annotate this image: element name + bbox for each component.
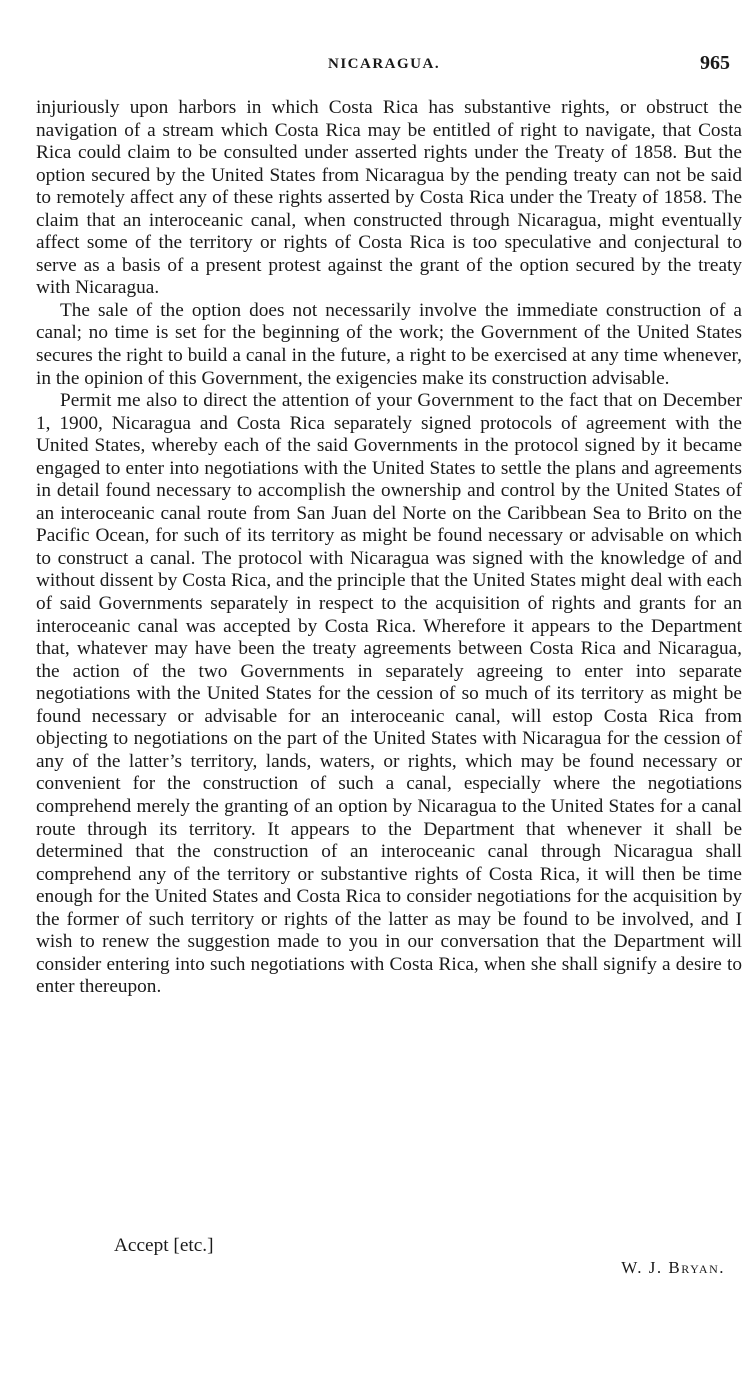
signature: W. J. Bryan. bbox=[621, 1258, 725, 1277]
complimentary-close: Accept [etc.] bbox=[114, 1235, 214, 1256]
body-text bbox=[36, 97, 742, 999]
paragraph-protocols: Permit me also to direct the attention of your Government to the fact that on December 1, 1900, Nicaragua and Costa Rica separately signed protocols of agreement with the United States, whereby each of the said Governments in the protocol signed by it became engaged to enter into negotiations with the United States to settle the plans and agreements in detail found necessary to accomplish the ownership and control by the United States of an interoceanic canal route from San Juan del Norte on the Caribbean Sea to Brito on the Pacific Ocean, for such of its territory as might be found necessary or advisable on which to construct a canal. The protocol with Nicaragua was signed with the knowledge of and without dissent by Costa Rica, and the principle that the United States might deal with each of said Governments separately in respect to the acquisition of rights and grants for an interoceanic canal was accepted by Costa Rica. Wherefore it appears to the Department that, whatever may have been the treaty agreements between Costa Rica and Nicaragua, the action of the two Governments in separately agreeing to enter into separate negotiations with the United States for the cession of so much of its territory as might be found necessary or advisable for an interoceanic canal, will estop Costa Rica from objecting to negotiations on the part of the United States with Nicaragua for the cession of any of the latter’s territory, lands, waters, or rights, which may be found necessary or convenient for the construction of such a canal, especially where the negotiations comprehend merely the granting of an option by Nicaragua to the United States for a canal route through its territory. It appears to the Department that whenever it shall be determined that the construction of an interoceanic canal through Nicaragua shall comprehend any of the territory or substantive rights of Costa Rica, it will then be time enough for the United States and Costa Rica to consider negotiations for the acquisition by the former of such territory or rights of the latter as may be found to be involved, and I wish to renew the suggestion made to you in our conversation that the Department will consider entering into such negotiations with Costa Rica, when she shall signify a desire to enter thereupon. bbox=[36, 390, 742, 998]
running-title: NICARAGUA. bbox=[328, 56, 441, 72]
page-number: 965 bbox=[700, 52, 730, 74]
running-head bbox=[0, 52, 753, 76]
paragraph-continued: injuriously upon harbors in which Costa Rica has substantive rights, or obstruct the navigation of a stream which Costa Rica may be entitled of right to navigate, that Costa Rica could claim to be consulted under asserted rights under the Treaty of 1858. But the option secured by the United States from Nicaragua by the pending treaty can not be said to remotely affect any of these rights asserted by Costa Rica under the Treaty of 1858. The claim that an interoceanic canal, when constructed through Nicaragua, might eventually affect some of the territory or rights of Costa Rica is too speculative and conjectural to serve as a basis of a present protest against the grant of the option secured by the treaty with Nicaragua. bbox=[36, 97, 742, 299]
paragraph-option-sale: The sale of the option does not necessarily involve the immediate construction of a canal; no time is set for the beginning of the work; the Government of the United States secures the right to build a canal in the future, a right to be exercised at any time whenever, in the opinion of this Government, the exigencies make its construction advisable. bbox=[36, 299, 742, 389]
